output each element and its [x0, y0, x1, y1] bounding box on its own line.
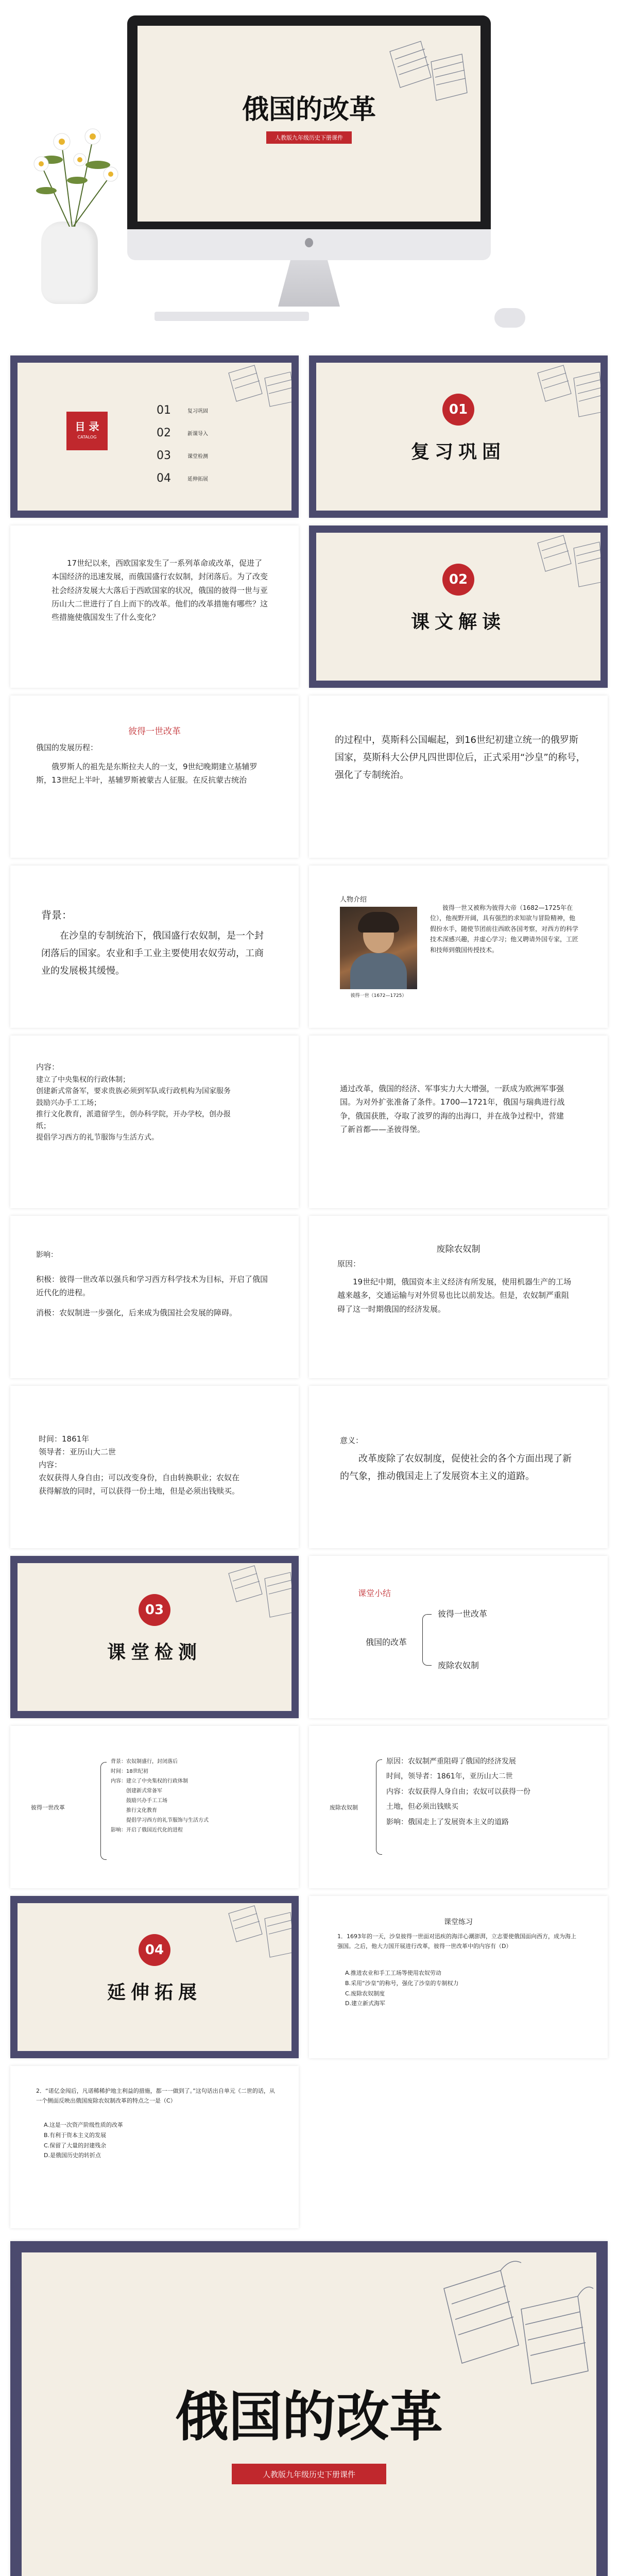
section-title: 复习巩固	[410, 442, 506, 463]
list-item: 鼓励兴办手工工场；	[36, 1098, 101, 1107]
content-slide	[10, 1036, 299, 1208]
cover-subtitle: 人教版九年级历史下册课件	[275, 134, 343, 141]
toc-list	[157, 399, 285, 489]
exercise2-slide	[10, 2066, 299, 2228]
exercise1-slide	[309, 1896, 608, 2058]
list-item: 原因：农奴制严重阻碍了俄国的经济发展	[386, 1757, 516, 1766]
list-item: 内容：建立了中央集权的行政体制	[111, 1778, 188, 1784]
apple-logo-icon	[305, 238, 313, 247]
list-item: 影响：开启了俄国近代化的进程	[111, 1827, 183, 1833]
monitor-stand	[278, 260, 340, 307]
person-portrait	[340, 907, 417, 989]
result-text: 通过改革，俄国的经济、军事实力大大增强，一跃成为欧洲军事强国。为对外扩张准备了条件。1700—1721年，俄国与瑞典进行战争，俄国获胜，夺取了波罗的海的出海口，并在战争过程中，营建了新首都——圣彼得堡。	[340, 1084, 565, 1134]
section-number-badge: 01	[442, 394, 474, 426]
alexander-content-label: 内容：	[39, 1460, 62, 1469]
keyboard	[154, 312, 309, 321]
peter-continued-slide	[309, 696, 608, 858]
tree-root: 彼得一世改革	[31, 1804, 65, 1811]
exercise-question: 1．1693年的一天，沙皇彼得一世面对迅疾的海洋心潮澎湃，立志要使俄国面向西方，成为海上强国。之后，他大力国开展进行改革，彼得一世改革中的内容有（D）	[337, 1933, 576, 1950]
content-list	[36, 1074, 242, 1143]
toc-item[interactable]: 02 新课导入	[157, 426, 208, 439]
toc-slide	[10, 355, 299, 518]
section-title: 课堂检测	[107, 1642, 202, 1663]
cover-scene	[0, 0, 618, 355]
list-item: 内容：农奴获得人身自由；农奴可以获得一份	[386, 1787, 530, 1796]
impact-heading: 影响：	[36, 1251, 58, 1259]
toc-label-sub: CATALOG	[77, 435, 97, 439]
option-item[interactable]: D.建立新式海军	[345, 2000, 385, 2007]
peter-heading: 彼得一世改革	[128, 726, 181, 737]
basket-sketch-icon	[533, 533, 605, 589]
serfdom-sub: 原因：	[337, 1259, 361, 1268]
basket-sketch-icon	[224, 1563, 296, 1620]
option-item[interactable]: C.废除农奴制度	[345, 1990, 385, 1997]
exercise-heading: 课堂练习	[444, 1918, 473, 1926]
meaning-text: 改革废除了农奴制度，促使社会的各个方面出现了新的气象，推动俄国走上了发展资本主义的道路。	[340, 1453, 572, 1482]
list-item: 土地，但必须出钱赎买	[386, 1803, 458, 1811]
list-item: 创建新式常备军	[126, 1788, 162, 1794]
impact-slide	[10, 1216, 299, 1378]
background-heading: 背景：	[41, 909, 72, 921]
person-caption: 彼得一世（1672—1725）	[350, 993, 407, 998]
background-text: 在沙皇的专制统治下，俄国盛行农奴制，是一个封闭落后的国家。农业和手工业主要使用农奴劳动，工商业的发展极其缓慢。	[41, 930, 264, 977]
basket-sketch-icon	[224, 1903, 296, 1960]
result-slide	[309, 1036, 608, 1208]
exercise-options	[345, 1968, 458, 2009]
tree-bracket	[100, 1762, 107, 1860]
list-item: 影响：俄国走上了发展资本主义的道路	[386, 1818, 509, 1826]
toc-item[interactable]: 04 延伸拓展	[157, 471, 208, 485]
vase	[41, 222, 98, 304]
list-item: 提倡学习西方的礼节服饰与生活方式	[126, 1818, 209, 1823]
serfdom-heading: 废除农奴制	[436, 1244, 480, 1255]
summary-slide	[309, 1556, 608, 1718]
review-text: 17世纪以来，西欧国家发生了一系列革命或改革，促进了本国经济的迅速发展，而俄国盛行农奴制，封闭落后。为了改变社会经济发展大大落后于西欧国家的状况，俄国的彼得一世与亚历山大二世进行了自上而下的改革。他们的改革措施有哪些？这些措施使俄国发生了什么变化？	[52, 558, 268, 622]
section-number-badge: 04	[139, 1934, 170, 1966]
toc-item[interactable]: 03 课堂检测	[157, 449, 208, 462]
section-02-slide	[309, 526, 608, 688]
cover-title: 俄国的改革	[242, 94, 376, 125]
serf-tree-slide	[309, 1726, 608, 1888]
exercise-question: 2．“诺亿金闯后，凡诺稀稀护地主利益的措施，都一一做到了。”这句话出自单元《二世的话，从一个侧面反映出俄国废除农奴制改革的特点之一是（C）	[36, 2088, 275, 2104]
option-item[interactable]: B.采用“沙皇”的称号，强化了沙皇的专制权力	[345, 1979, 459, 1987]
tree-root: 废除农奴制	[330, 1804, 358, 1811]
peter-intro-slide	[10, 696, 299, 858]
person-heading: 人物介绍	[340, 896, 367, 904]
flower-icon	[15, 103, 134, 227]
tree-items	[386, 1754, 597, 1830]
peter-tree-slide	[10, 1726, 299, 1888]
end-slide	[10, 2241, 608, 2576]
section-number-badge: 02	[442, 564, 474, 596]
exercise-options	[44, 2120, 123, 2161]
peter-continued-text: 的过程中，莫斯科公国崛起，到16世纪初建立统一的俄罗斯国家，莫斯科大公伊凡四世即位后，正式采用“沙皇”的称号，强化了专制统治。	[335, 735, 586, 781]
meaning-heading: 意义：	[340, 1436, 364, 1445]
section-04-slide	[10, 1896, 299, 2058]
end-title: 俄国的改革	[175, 2385, 443, 2448]
tree-bracket	[376, 1759, 382, 1855]
serfdom-slide	[309, 1216, 608, 1378]
section-03-slide	[10, 1556, 299, 1718]
peter-sub: 俄国的发展历程：	[36, 743, 98, 752]
alexander-slide	[10, 1386, 299, 1548]
list-item: 建立了中央集权的行政体制；	[36, 1076, 130, 1084]
section-01-slide	[309, 355, 608, 518]
person-slide	[309, 866, 608, 1028]
content-heading: 内容：	[36, 1062, 60, 1072]
list-item: 提倡学习西方的礼节服饰与生活方式。	[36, 1133, 159, 1142]
serfdom-text: 19世纪中期，俄国资本主义经济有所发展，使用机器生产的工场越来越多，交通运输与对外贸易也比以前发达。但是，农奴制严重阻碍了这一时期俄国的经济发展。	[337, 1277, 572, 1314]
list-item: 鼓励兴办手工工场	[126, 1798, 167, 1804]
option-item[interactable]: C.保留了大量的封建残余	[44, 2142, 107, 2149]
toc-item[interactable]: 01 复习巩固	[157, 403, 208, 417]
alexander-leader: 领导者：亚历山大二世	[39, 1447, 116, 1456]
end-subtitle: 人教版九年级历史下册课件	[262, 2470, 355, 2479]
mouse	[494, 308, 525, 328]
alexander-time: 时间：1861年	[39, 1434, 90, 1444]
option-item[interactable]: D.是俄国历史的转折点	[44, 2152, 101, 2159]
impact-positive: 积极：彼得一世改革以强兵和学习西方科学技术为目标，开启了俄国近代化的进程。	[36, 1275, 268, 1298]
summary-branch: 彼得一世改革	[438, 1609, 488, 1619]
list-item: 推行文化教育	[126, 1808, 157, 1814]
option-item[interactable]: A.推进农业和手工工场等使用农奴劳动	[345, 1970, 441, 1976]
option-item[interactable]: B.有利于资本主义的发展	[44, 2131, 107, 2139]
alexander-content: 农奴获得人身自由；可以改变身份，自由转换职业；农奴在获得解放的同时，可以获得一份土地，但是必须出钱赎买。	[39, 1473, 240, 1496]
summary-heading: 课堂小结	[358, 1588, 391, 1598]
basket-sketch-icon	[533, 363, 605, 419]
person-text: 彼得一世又被称为彼得大帝（1682—1725年在位），他视野开阔，具有强烈的求知欲与冒险精神，他假扮水手，随使节团前往西欧各国考察，对西方的科学技术深感兴趣，并虚心学习；他又聘请外国专家，工匠和技师到俄国传授技术。	[430, 904, 579, 954]
list-item: 创建新式常备军，要求贵族必须到军队或行政机构为国家服务	[36, 1087, 231, 1096]
summary-bracket	[422, 1614, 432, 1666]
peter-text: 俄罗斯人的祖先是东斯拉夫人的一支，9世纪晚期建立基辅罗斯，13世纪上半叶，基辅罗斯被蒙古人征服。在反抗蒙古统治	[36, 762, 258, 785]
meaning-slide	[309, 1386, 608, 1548]
list-item: 时间：18世纪初	[111, 1769, 148, 1774]
list-item: 时间，领导者：1861年，亚历山大二世	[386, 1772, 513, 1781]
section-title: 延伸拓展	[107, 1982, 202, 2003]
toc-label: 目 录	[75, 420, 99, 433]
list-item: 背景：农奴制盛行，封闭落后	[111, 1759, 178, 1765]
option-item[interactable]: A.这是一次资产阶级性质的改革	[44, 2122, 123, 2128]
cover-slide	[138, 26, 480, 222]
impact-negative: 消极：农奴制进一步强化，后来成为俄国社会发展的障碍。	[36, 1308, 237, 1317]
section-title: 课文解读	[410, 612, 506, 633]
list-item: 推行文化教育，派遣留学生，创办科学院，开办学校，创办报纸；	[36, 1110, 231, 1130]
section-number-badge: 03	[139, 1594, 170, 1626]
review-slide	[10, 526, 299, 688]
summary-branch: 废除农奴制	[438, 1660, 479, 1670]
summary-root: 俄国的改革	[366, 1637, 407, 1647]
tree-items	[111, 1757, 209, 1835]
background-slide	[10, 866, 299, 1028]
